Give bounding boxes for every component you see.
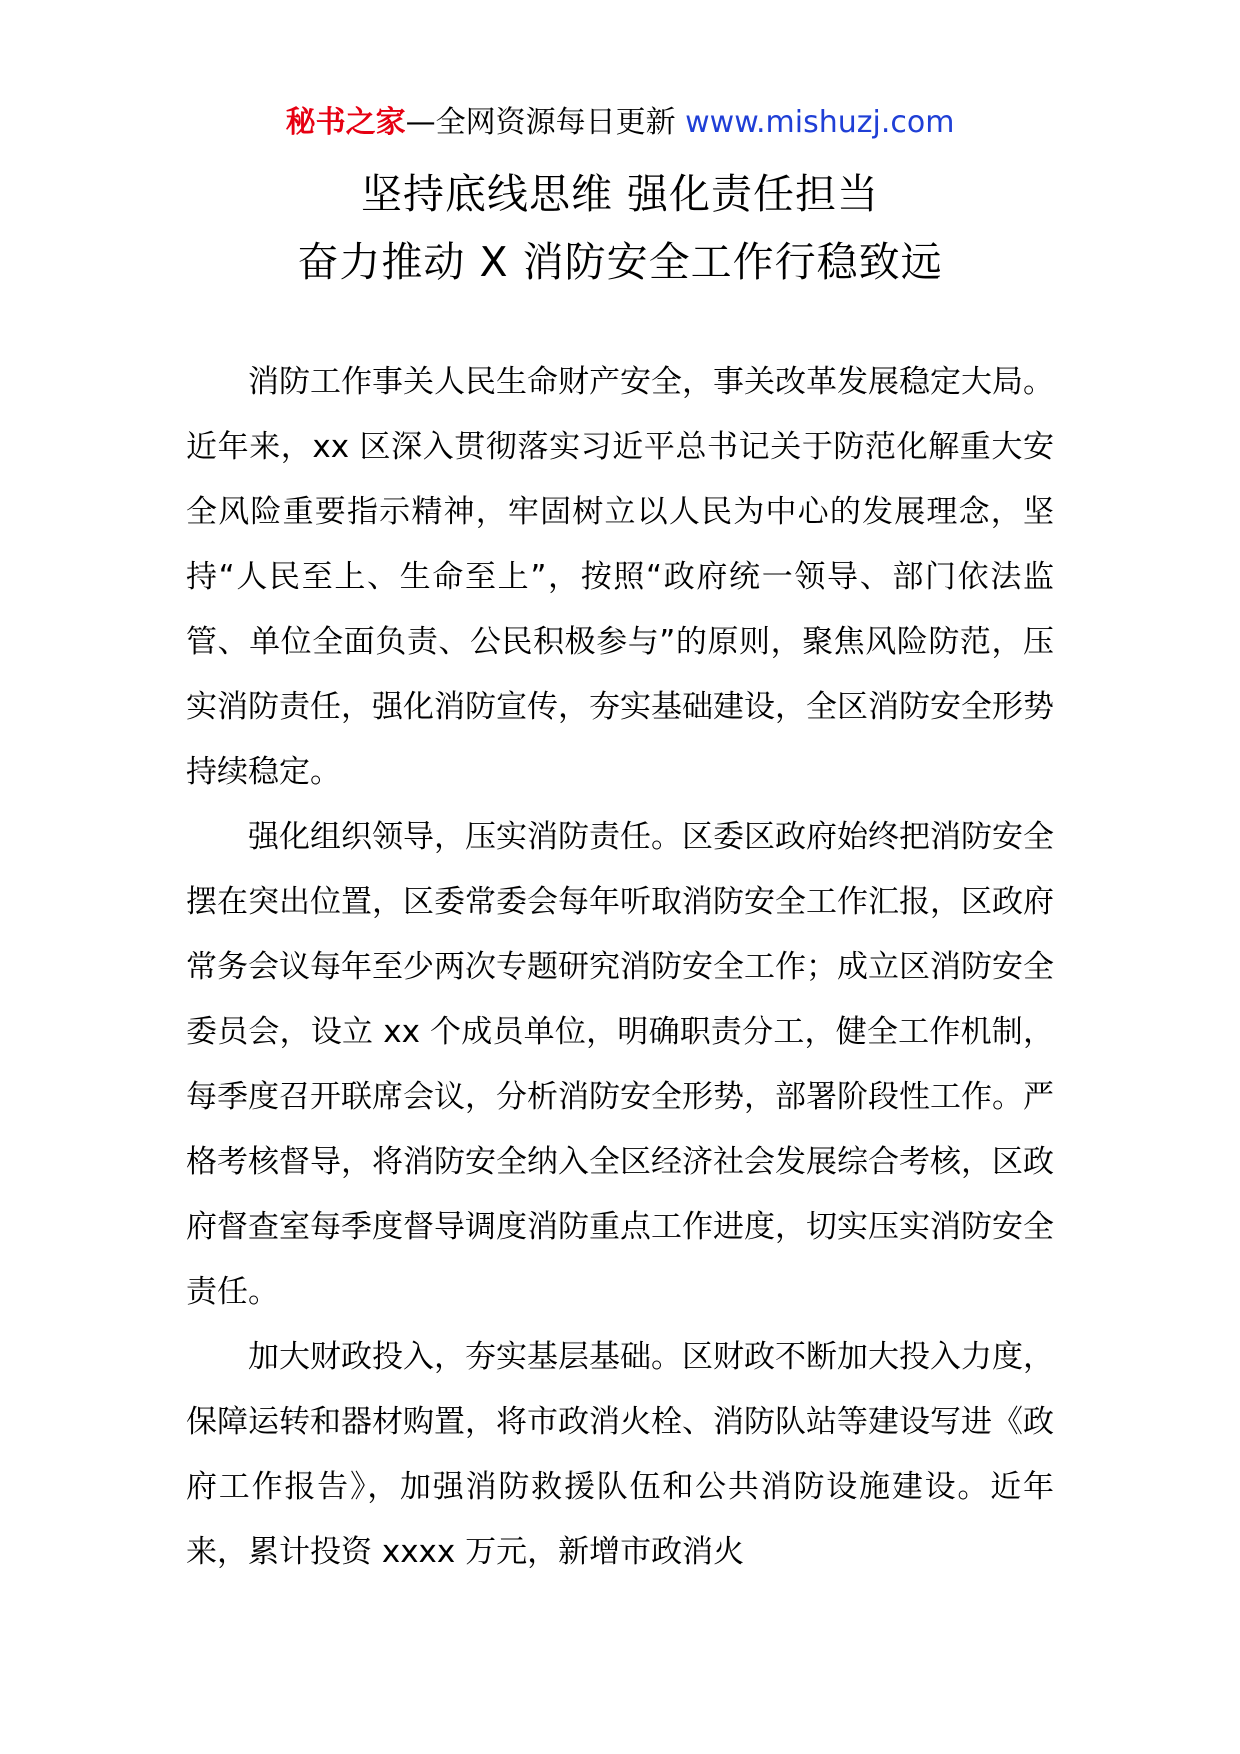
header-tagline: —全网资源每日更新 bbox=[405, 105, 676, 140]
document-title bbox=[0, 160, 1240, 296]
document-body bbox=[186, 350, 1054, 1585]
title-line-2: 奋力推动 X 消防安全工作行稳致远 bbox=[297, 238, 943, 286]
header-banner bbox=[0, 100, 1240, 146]
title-line-1: 坚持底线思维 强化责任担当 bbox=[360, 170, 880, 218]
paragraph-leadership: 强化组织领导，压实消防责任。区委区政府始终把消防安全摆在突出位置，区委常委会每年听取消防安全工作汇报，区政府常务会议每年至少两次专题研究消防安全工作；成立区消防安全委员会，设立 xx 个成员单位，明确职责分工，健全工作机制，每季度召开联席会议，分析消防安全形势，部署阶段性工作。严格考核督导，将消防安全纳入全区经济社会发展综合考核，区政府督查室每季度督导调度消防重点工作进度，切实压实消防安全责任。 bbox=[186, 819, 1054, 1310]
paragraph-finance: 加大财政投入，夯实基层基础。区财政不断加大投入力度，保障运转和器材购置，将市政消火栓、消防队站等建设写进《政府工作报告》，加强消防救援队伍和公共消防设施建设。近年来，累计投资 xxxx 万元，新增市政消火 bbox=[186, 1339, 1054, 1570]
brand-name: 秘书之家 bbox=[285, 105, 406, 140]
site-url-link[interactable]: www.mishuzj.com bbox=[685, 105, 955, 140]
paragraph-intro: 消防工作事关人民生命财产安全，事关改革发展稳定大局。近年来，xx 区深入贯彻落实习近平总书记关于防范化解重大安全风险重要指示精神，牢固树立以人民为中心的发展理念，坚持“人民至上、生命至上”，按照“政府统一领导、部门依法监管、单位全面负责、公民积极参与”的原则，聚焦风险防范，压实消防责任，强化消防宣传，夯实基础建设，全区消防安全形势持续稳定。 bbox=[186, 364, 1054, 790]
